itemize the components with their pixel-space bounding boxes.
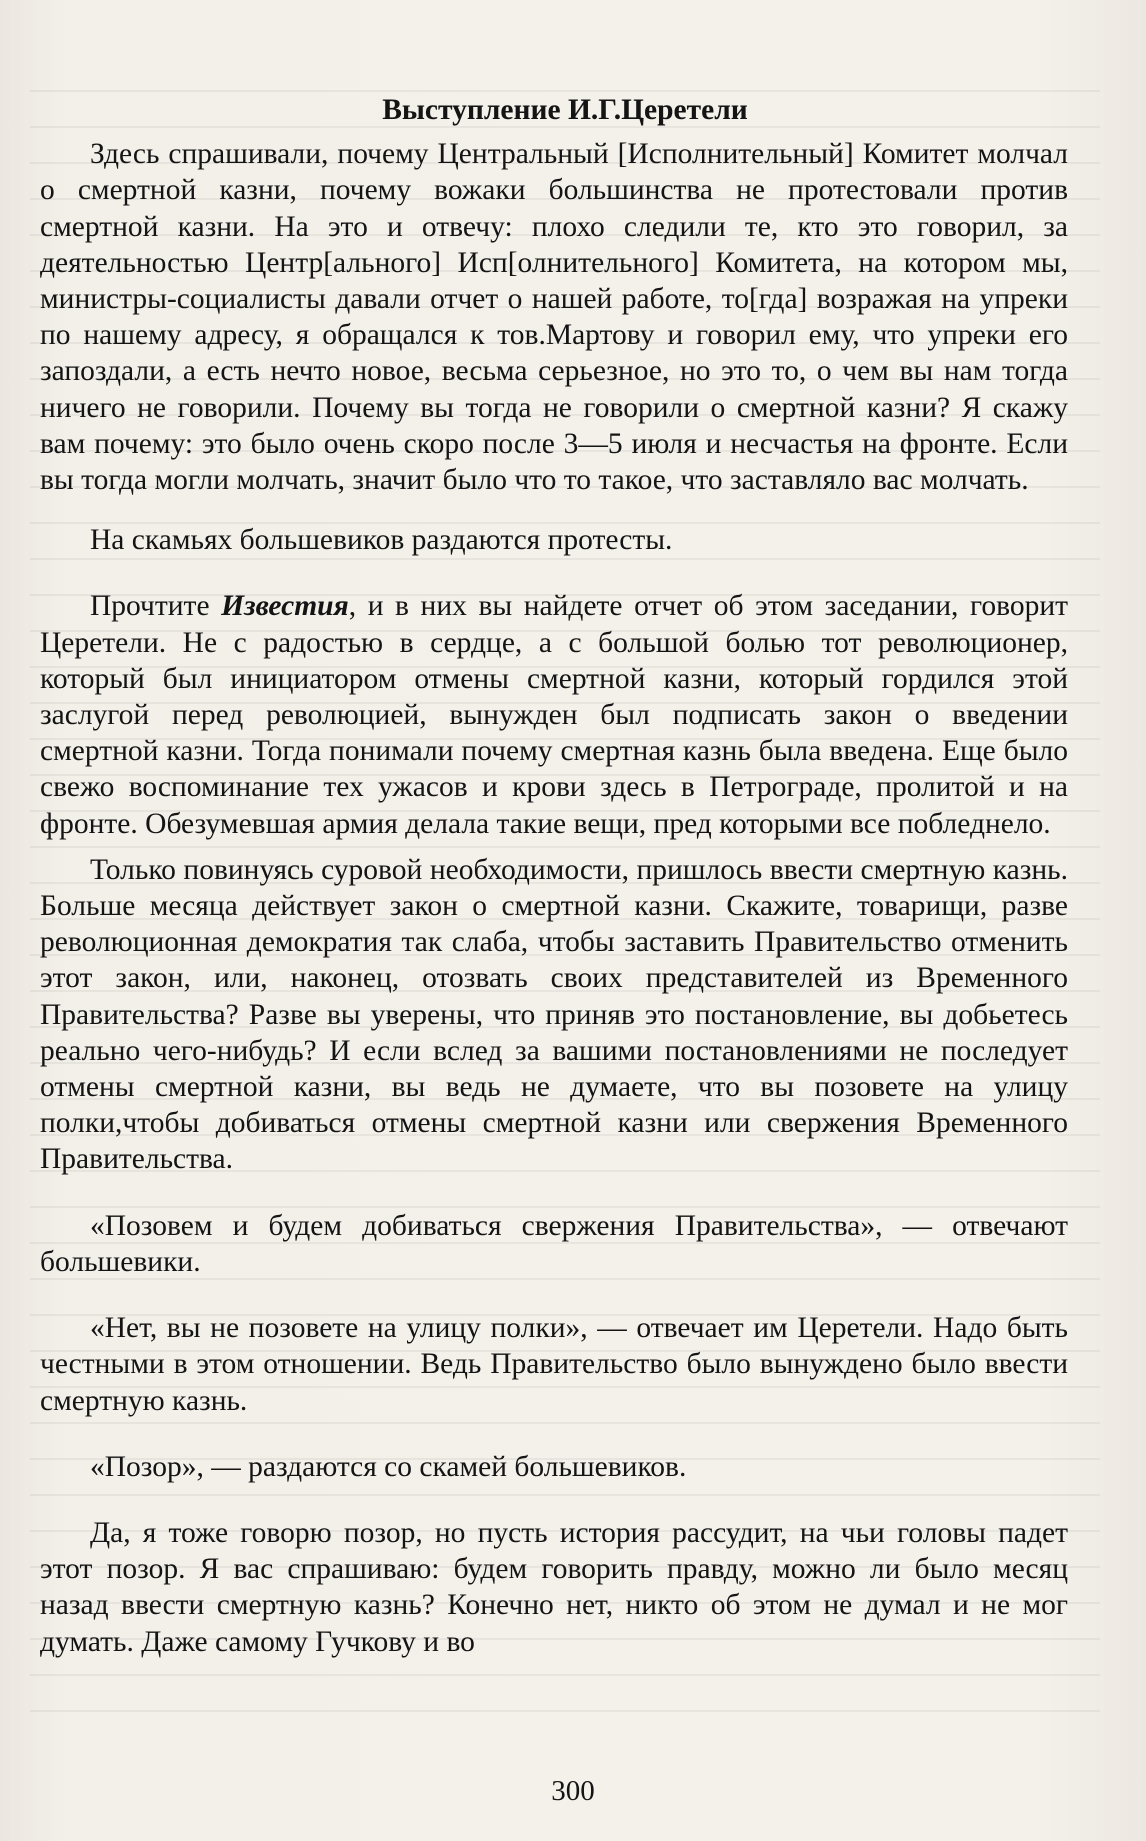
paragraph-3-body: , и в них вы найдете отчет об этом заседании, говорит Церетели. Не с радостью в сердце, а с большой болью тот революционер, который был инициатором отмены смертной казни, который гордился этой заслугой перед революцией, вынужден был подписать закон о введении смертной казни. Тогда понимали почему смертная казнь была введена. Еще было свежо воспоминание тех ужасов и крови здесь в Петрограде, пролитой и на фронте. Обезумевшая армия делала такие вещи, пред которыми все побледнело. xyxy=(40,590,1069,840)
page-number: 300 xyxy=(551,1775,595,1807)
paragraph-3 xyxy=(40,588,1068,841)
paragraph-7: «Позор», — раздаются со скамей большевиков. xyxy=(90,1450,687,1483)
paragraph-1: Здесь спрашивали, почему Центральный [Исполнительный] Комитет молчал о смертной казни, почему вожаки большинства не протестовали против смертной казни. На это и отвечу: плохо следили те, кто это говорил, за деятельностью Центр[ального] Исп[олнительного] Комитета, на котором мы, министры-социалисты давали отчет о нашей работе, то[гда] возражая на упреки по нашему адресу, я обращался к тов.Мартову и говорил ему, что упреки его запоздали, а есть нечто новое, весьма серьезное, но это то, о чем вы нам тогда ничего не говорили. Почему вы тогда не говорили о смертной казни? Я скажу вам почему: это было очень скоро после 3—5 июля и несчастья на фронте. Если вы тогда могли молчать, значит было что то такое, что заставляло вас молчать. xyxy=(40,138,1068,497)
paragraph-6: «Нет, вы не позовете на улицу полки», — отвечает им Церетели. Надо быть честными в этом отношении. Ведь Правительство было вынуждено было ввести смертную казнь. xyxy=(40,1312,1068,1417)
paragraph-5: «Позовем и будем добиваться свержения Правительства», — отвечают большевики. xyxy=(40,1209,1068,1278)
paragraph-8: Да, я тоже говорю позор, но пусть история рассудит, на чьи головы падет этот позор. Я вас спрашиваю: будем говорить правду, можно ли было месяц назад ввести смертную казнь? Конечно нет, никто об этом не думал и не мог думать. Даже самому Гучкову и во xyxy=(40,1516,1068,1658)
izvestia-title: Известия xyxy=(221,590,349,623)
text-column xyxy=(40,92,1068,1660)
paragraph-2: На скамьях большевиков раздаются протесты. xyxy=(90,524,673,557)
paragraph-4: Только повинуясь суровой необходимости, пришлось ввести смертную казнь. Больше месяца действует закон о смертной казни. Скажите, товарищи, разве революционная демократия так слаба, чтобы заставить Правительство отменить этот закон, или, наконец, отозвать своих представителей из Временного Правительства? Разве вы уверены, что приняв это постановление, вы добьетесь реально чего-нибудь? И если вслед за вашими постановлениями не последует отмены смертной казни, вы ведь не думаете, что вы позовете на улицу полки,чтобы добиваться отмены смертной казни или свержения Временного Правительства. xyxy=(40,853,1068,1176)
section-heading: Выступление И.Г.Церетели xyxy=(382,94,748,126)
paragraph-3-lead: Прочтите xyxy=(90,590,222,623)
